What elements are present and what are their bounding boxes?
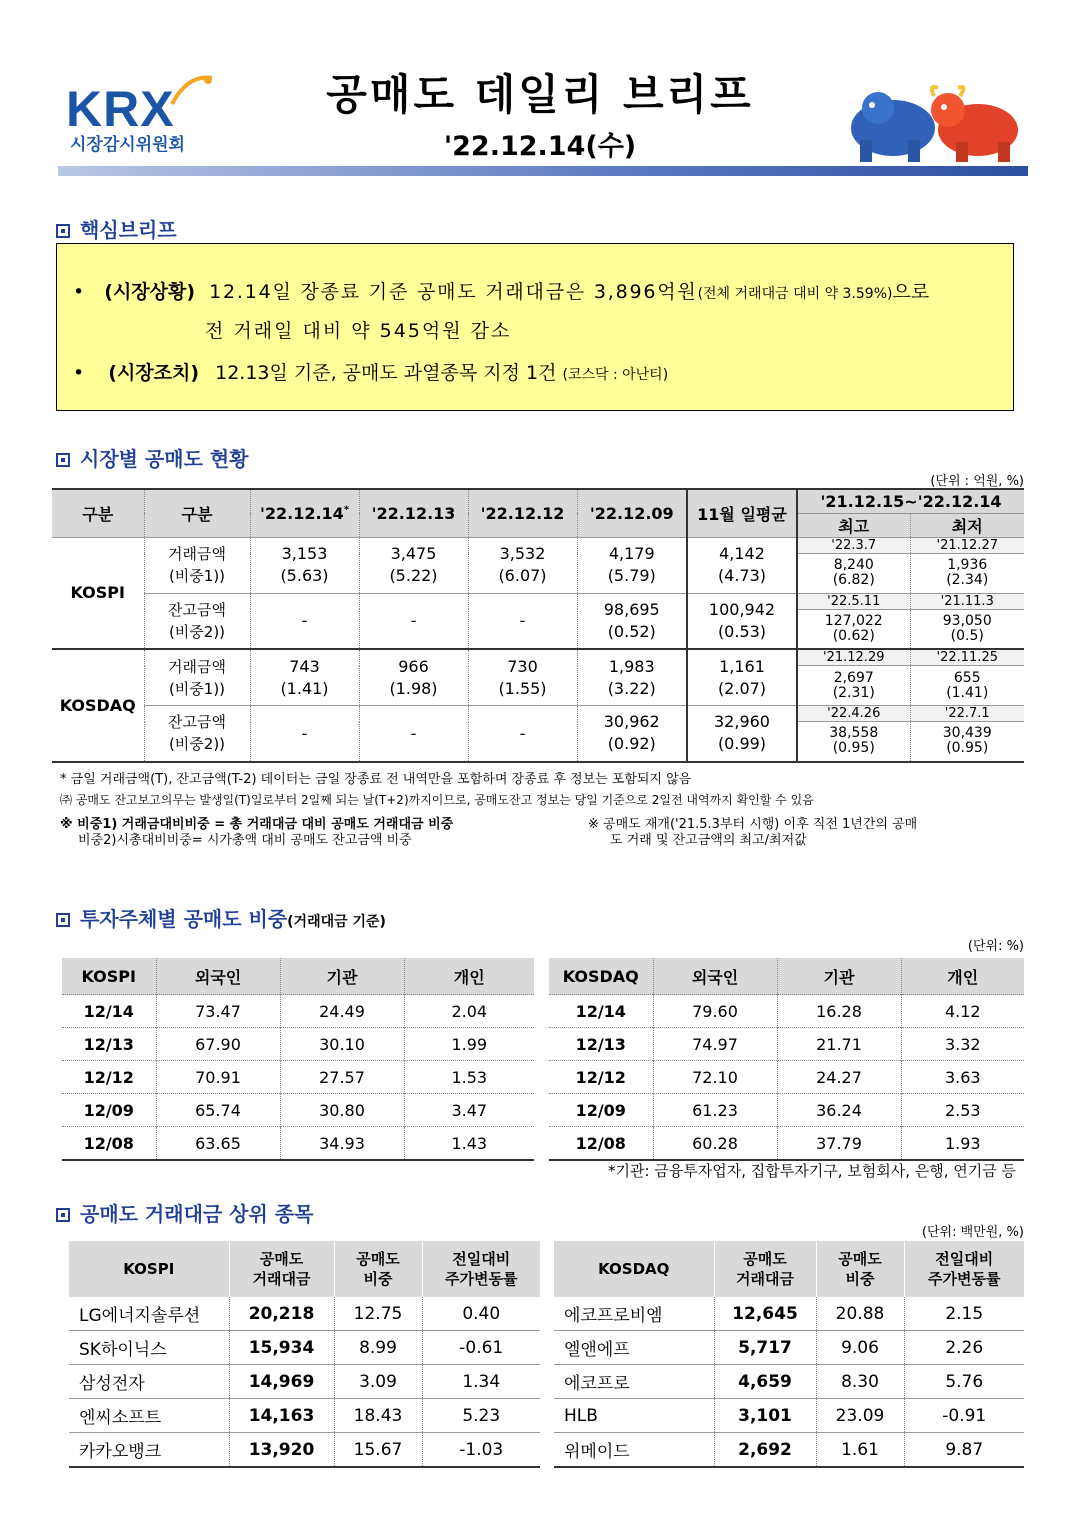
table-row <box>69 1365 540 1399</box>
cell-amount: 2,692 <box>714 1433 816 1468</box>
cell-high-date: '21.12.29 <box>797 649 910 666</box>
cell-amount: 4,659 <box>714 1365 816 1399</box>
col-ratio: 공매도 비중 <box>816 1241 904 1297</box>
col-foreign: 외국인 <box>653 958 777 995</box>
row-date: 12/14 <box>549 995 653 1028</box>
stock-name: 삼성전자 <box>69 1365 229 1399</box>
col-change: 전일대비 주가변동률 <box>904 1241 1024 1297</box>
row-date: 12/08 <box>62 1127 156 1161</box>
cell-ratio: 8.99 <box>334 1331 422 1365</box>
cell-change: 0.40 <box>422 1297 540 1331</box>
cell-value: 2.53 <box>901 1094 1024 1127</box>
col-amount: 공매도 거래대금 <box>714 1241 816 1297</box>
cell-ratio: 15.67 <box>334 1433 422 1468</box>
table-row <box>69 1331 540 1365</box>
stock-name: 엘앤에프 <box>554 1331 714 1365</box>
cell-ratio: 9.06 <box>816 1331 904 1365</box>
cell-value: 36.24 <box>777 1094 901 1127</box>
stock-name: HLB <box>554 1399 714 1433</box>
cell-value: 4.12 <box>901 995 1024 1028</box>
cell-value: 3,153 (5.63) <box>250 537 359 593</box>
cell-amount: 14,969 <box>229 1365 334 1399</box>
head-low: 최저 <box>910 513 1024 537</box>
stock-name: SK하이닉스 <box>69 1331 229 1365</box>
table-row <box>549 1061 1024 1094</box>
col-market: KOSDAQ <box>549 958 653 995</box>
top-table-kosdaq <box>554 1241 1024 1468</box>
cell-value: 74.97 <box>653 1028 777 1061</box>
cell-change: -0.61 <box>422 1331 540 1365</box>
cell-amount: 5,717 <box>714 1331 816 1365</box>
cell-avg: 4,142 (4.73) <box>687 537 797 593</box>
section-title-brief: 핵심브리프 <box>56 214 177 243</box>
cell-value: 24.49 <box>280 995 404 1028</box>
section-title-top: 공매도 거래대금 상위 종목 <box>56 1198 313 1227</box>
table-row <box>62 1028 534 1061</box>
cell-avg: 1,161 (2.07) <box>687 649 797 706</box>
cell-value: 98,695 (0.52) <box>577 593 687 649</box>
market-unit: (단위 : 억원, %) <box>930 474 1024 489</box>
cell-amount: 3,101 <box>714 1399 816 1433</box>
head-date-4: '22.12.09 <box>577 489 687 537</box>
row-date: 12/13 <box>549 1028 653 1061</box>
cell-change: -1.03 <box>422 1433 540 1468</box>
cell-value: 4,179 (5.79) <box>577 537 687 593</box>
cell-change: 2.15 <box>904 1297 1024 1331</box>
cell-value: 3.63 <box>901 1061 1024 1094</box>
cell-low: 655 (1.41) <box>910 666 1024 706</box>
table-row <box>69 1399 540 1433</box>
cell-value: 3,475 (5.22) <box>359 537 468 593</box>
cell-change: 2.26 <box>904 1331 1024 1365</box>
cell-value: 30,962 (0.92) <box>577 706 687 762</box>
row-date: 12/09 <box>62 1094 156 1127</box>
cell-ratio: 12.75 <box>334 1297 422 1331</box>
cell-value: 60.28 <box>653 1127 777 1161</box>
col-change: 전일대비 주가변동률 <box>422 1241 540 1297</box>
col-individual: 개인 <box>404 958 534 995</box>
cell-value: 30.10 <box>280 1028 404 1061</box>
stock-name: 카카오뱅크 <box>69 1433 229 1468</box>
market-table <box>52 488 1024 763</box>
cell-value: 37.79 <box>777 1127 901 1161</box>
cell-value: 67.90 <box>156 1028 280 1061</box>
cell-amount: 20,218 <box>229 1297 334 1331</box>
cell-ratio: 20.88 <box>816 1297 904 1331</box>
cell-ratio: 8.30 <box>816 1365 904 1399</box>
cell-change: 5.23 <box>422 1399 540 1433</box>
market-name-kospi: KOSPI <box>52 537 144 649</box>
col-institution: 기관 <box>280 958 404 995</box>
logo-subtitle: 시장감시위원회 <box>70 135 185 155</box>
col-individual: 개인 <box>901 958 1024 995</box>
section-title-investor: 투자주체별 공매도 비중(거래대금 기준) <box>56 903 386 932</box>
cell-high-date: '22.5.11 <box>797 593 910 609</box>
row-label: 잔고금액 (비중2)) <box>144 593 250 649</box>
head-date-2: '22.12.13 <box>359 489 468 537</box>
cell-value: 1.43 <box>404 1127 534 1161</box>
market-note-2: ㈜ 공매도 잔고보고의무는 발생일(T)일로부터 2일째 되는 날(T+2)까지이므로, 공매도잔고 정보는 당일 기준으로 2일전 내역까지 확인할 수 있음 <box>60 793 814 807</box>
table-row <box>69 1433 540 1468</box>
table-row <box>554 1365 1024 1399</box>
cell-value: 1.99 <box>404 1028 534 1061</box>
stock-name: 에코프로 <box>554 1365 714 1399</box>
table-row <box>554 1331 1024 1365</box>
cell-value: 1.53 <box>404 1061 534 1094</box>
cell-value: 61.23 <box>653 1094 777 1127</box>
row-label: 거래금액 (비중1)) <box>144 537 250 593</box>
brief-box <box>56 243 1014 411</box>
col-ratio: 공매도 비중 <box>334 1241 422 1297</box>
table-row <box>62 1061 534 1094</box>
head-range: '21.12.15~'22.12.14 <box>797 489 1024 513</box>
market-note-1: * 금일 거래금액(T), 잔고금액(T-2) 데이터는 금일 장종료 전 내역만을 포함하며 장종료 후 정보는 포함되지 않음 <box>60 772 692 787</box>
cell-value: - <box>468 593 577 649</box>
investor-table-kosdaq <box>549 958 1024 1161</box>
table-row <box>62 1127 534 1161</box>
cell-value: 65.74 <box>156 1094 280 1127</box>
stock-name: 위메이드 <box>554 1433 714 1468</box>
stock-name: 엔씨소프트 <box>69 1399 229 1433</box>
cell-value: 3.32 <box>901 1028 1024 1061</box>
cell-value: 63.65 <box>156 1127 280 1161</box>
top-unit: (단위: 백만원, %) <box>921 1225 1024 1240</box>
cell-change: 5.76 <box>904 1365 1024 1399</box>
cell-amount: 12,645 <box>714 1297 816 1331</box>
market-note-4: ※ 공매도 재개('21.5.3부터 시행) 이후 직전 1년간의 공매 도 거래 및 잔고금액의 최고/최저값 <box>588 817 918 848</box>
cell-value: 21.71 <box>777 1028 901 1061</box>
cell-amount: 13,920 <box>229 1433 334 1468</box>
head-date-3: '22.12.12 <box>468 489 577 537</box>
cell-avg: 32,960 (0.99) <box>687 706 797 762</box>
cell-value: 79.60 <box>653 995 777 1028</box>
cell-value: 72.10 <box>653 1061 777 1094</box>
stock-name: LG에너지솔루션 <box>69 1297 229 1331</box>
cell-value: - <box>250 706 359 762</box>
cell-value: 3.47 <box>404 1094 534 1127</box>
cell-value: 34.93 <box>280 1127 404 1161</box>
brief-bullet-2: • (시장조치) 12.13일 기준, 공매도 과열종목 지정 1건 (코스닥 : 아난티) <box>73 362 669 384</box>
cell-value: 1.93 <box>901 1127 1024 1161</box>
col-market: KOSPI <box>62 958 156 995</box>
cell-value: 1,983 (3.22) <box>577 649 687 706</box>
cell-high-date: '22.3.7 <box>797 537 910 553</box>
investor-unit: (단위: %) <box>967 939 1024 954</box>
head-gubun-1: 구분 <box>52 489 144 537</box>
head-avg: 11월 일평균 <box>687 489 797 537</box>
table-row <box>549 1094 1024 1127</box>
table-row <box>549 1028 1024 1061</box>
section-title-market: 시장별 공매도 현황 <box>56 443 249 472</box>
brief-bullet-1: • (시장상황) 12.14일 장종료 기준 공매도 거래대금은 3,896억원(전체 거래대금 대비 약 3.59%)으로 <box>73 281 930 303</box>
cell-value: - <box>250 593 359 649</box>
cell-value: - <box>359 706 468 762</box>
row-label: 잔고금액 (비중2)) <box>144 706 250 762</box>
cell-low-date: '21.11.3 <box>910 593 1024 609</box>
row-date: 12/14 <box>62 995 156 1028</box>
col-market: KOSPI <box>69 1241 229 1297</box>
table-row <box>554 1297 1024 1331</box>
cell-high: 38,558 (0.95) <box>797 722 910 762</box>
market-note-3: ※ 비중1) 거래금대비비중 = 총 거래대금 대비 공매도 거래대금 비중 비중2)시총대비비중= 시가총액 대비 공매도 잔고금액 비중 <box>60 817 454 848</box>
cell-value: 27.57 <box>280 1061 404 1094</box>
cell-low-date: '22.11.25 <box>910 649 1024 666</box>
head-gubun-2: 구분 <box>144 489 250 537</box>
table-row <box>549 995 1024 1028</box>
cell-value: 730 (1.55) <box>468 649 577 706</box>
cell-high: 127,022 (0.62) <box>797 609 910 649</box>
col-amount: 공매도 거래대금 <box>229 1241 334 1297</box>
cell-high: 8,240 (6.82) <box>797 553 910 593</box>
header-divider <box>58 166 1028 176</box>
cell-value: 16.28 <box>777 995 901 1028</box>
cell-low-date: '21.12.27 <box>910 537 1024 553</box>
cell-value: 30.80 <box>280 1094 404 1127</box>
cell-amount: 15,934 <box>229 1331 334 1365</box>
cell-change: 9.87 <box>904 1433 1024 1468</box>
col-foreign: 외국인 <box>156 958 280 995</box>
row-date: 12/13 <box>62 1028 156 1061</box>
table-row <box>554 1433 1024 1468</box>
cell-ratio: 18.43 <box>334 1399 422 1433</box>
table-row <box>554 1399 1024 1433</box>
top-table-kospi <box>69 1241 540 1468</box>
market-name-kosdaq: KOSDAQ <box>52 649 144 762</box>
cell-value: 70.91 <box>156 1061 280 1094</box>
bull-bear-mascot-icon <box>838 80 1028 165</box>
col-market: KOSDAQ <box>554 1241 714 1297</box>
row-date: 12/09 <box>549 1094 653 1127</box>
row-label: 거래금액 (비중1)) <box>144 649 250 706</box>
head-high: 최고 <box>797 513 910 537</box>
cell-low-date: '22.7.1 <box>910 706 1024 722</box>
investor-table-kospi <box>62 958 534 1161</box>
cell-low: 93,050 (0.5) <box>910 609 1024 649</box>
cell-low: 1,936 (2.34) <box>910 553 1024 593</box>
cell-amount: 14,163 <box>229 1399 334 1433</box>
cell-ratio: 23.09 <box>816 1399 904 1433</box>
head-date-1: '22.12.14* <box>250 489 359 537</box>
investor-note: *기관: 금융투자업자, 집합투자기구, 보험회사, 은행, 연기금 등 <box>608 1162 1016 1180</box>
table-row <box>62 1094 534 1127</box>
stock-name: 에코프로비엠 <box>554 1297 714 1331</box>
page-title: 공매도 데일리 브리프 <box>326 70 754 119</box>
table-row <box>549 1127 1024 1161</box>
krx-logo: KRX <box>66 81 175 137</box>
cell-value: 966 (1.98) <box>359 649 468 706</box>
cell-value: 2.04 <box>404 995 534 1028</box>
cell-value: 3,532 (6.07) <box>468 537 577 593</box>
table-row <box>62 995 534 1028</box>
cell-value: 73.47 <box>156 995 280 1028</box>
row-date: 12/08 <box>549 1127 653 1161</box>
cell-high-date: '22.4.26 <box>797 706 910 722</box>
brief-bullet-1-line2: 전 거래일 대비 약 545억원 감소 <box>205 320 512 342</box>
cell-high: 2,697 (2.31) <box>797 666 910 706</box>
cell-ratio: 1.61 <box>816 1433 904 1468</box>
cell-value: 743 (1.41) <box>250 649 359 706</box>
table-row <box>69 1297 540 1331</box>
cell-change: 1.34 <box>422 1365 540 1399</box>
row-date: 12/12 <box>549 1061 653 1094</box>
cell-value: - <box>468 706 577 762</box>
cell-value: - <box>359 593 468 649</box>
cell-change: -0.91 <box>904 1399 1024 1433</box>
cell-low: 30,439 (0.95) <box>942 725 992 757</box>
cell-ratio: 3.09 <box>334 1365 422 1399</box>
col-institution: 기관 <box>777 958 901 995</box>
row-date: 12/12 <box>62 1061 156 1094</box>
page-date: '22.12.14(수) <box>443 131 637 162</box>
cell-avg: 100,942 (0.53) <box>687 593 797 649</box>
cell-value: 24.27 <box>777 1061 901 1094</box>
